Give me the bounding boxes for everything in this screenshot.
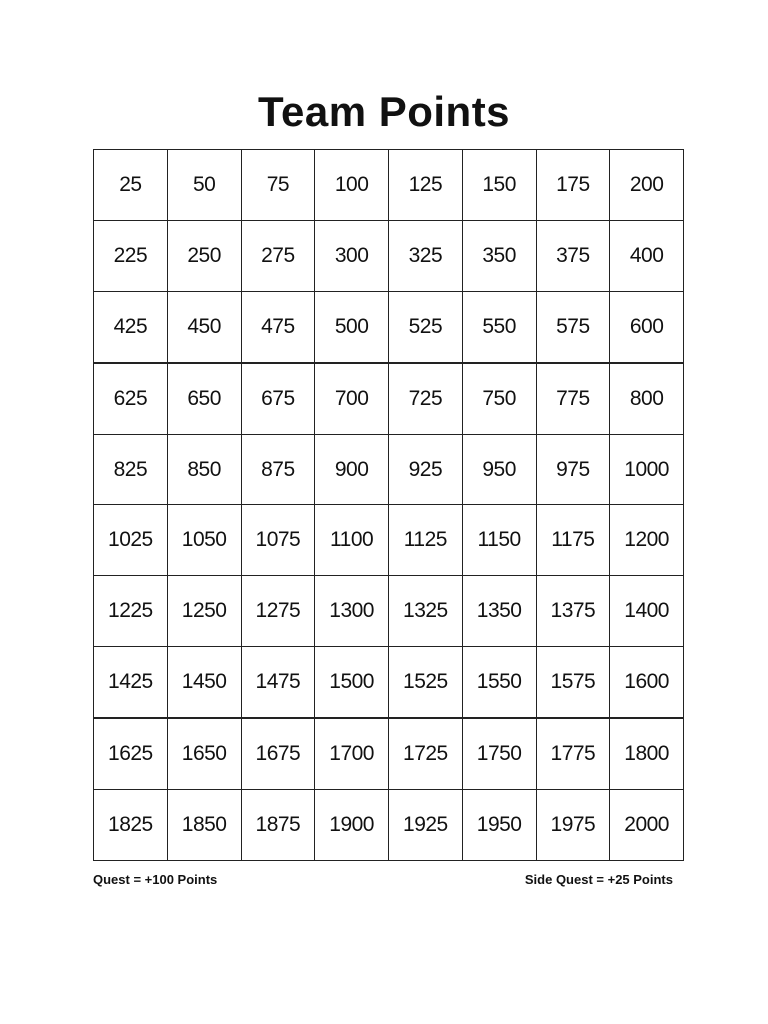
grid-cell: 1425	[94, 647, 168, 718]
grid-cell: 775	[536, 363, 610, 434]
grid-row	[94, 291, 684, 362]
grid-cell: 1675	[241, 718, 315, 789]
grid-cell: 375	[536, 220, 610, 291]
grid-cell: 1950	[462, 790, 536, 861]
grid-row	[94, 505, 684, 576]
grid-cell: 625	[94, 363, 168, 434]
grid-cell: 125	[389, 150, 463, 221]
grid-cell: 175	[536, 150, 610, 221]
grid-cell: 100	[315, 150, 389, 221]
grid-cell: 1650	[167, 718, 241, 789]
grid-cell: 875	[241, 434, 315, 505]
grid-cell: 1575	[536, 647, 610, 718]
grid-cell: 425	[94, 291, 168, 362]
grid-cell: 1750	[462, 718, 536, 789]
page-title: Team Points	[257, 88, 511, 135]
quest-points-note: Quest = +100 Points	[93, 872, 218, 887]
grid-cell: 1525	[389, 647, 463, 718]
grid-cell: 1975	[536, 790, 610, 861]
grid-cell: 1300	[315, 576, 389, 647]
grid-cell: 75	[241, 150, 315, 221]
grid-cell: 1475	[241, 647, 315, 718]
grid-cell: 850	[167, 434, 241, 505]
grid-cell: 1125	[389, 505, 463, 576]
grid-cell: 1600	[610, 647, 684, 718]
grid-cell: 600	[610, 291, 684, 362]
grid-cell: 2000	[610, 790, 684, 861]
grid-cell: 975	[536, 434, 610, 505]
grid-row	[94, 363, 684, 434]
grid-cell: 925	[389, 434, 463, 505]
grid-row	[94, 647, 684, 718]
side-quest-points-note: Side Quest = +25 Points	[524, 872, 673, 887]
grid-cell: 1175	[536, 505, 610, 576]
grid-cell: 1325	[389, 576, 463, 647]
grid-cell: 575	[536, 291, 610, 362]
grid-cell: 1725	[389, 718, 463, 789]
grid-cell: 1350	[462, 576, 536, 647]
grid-cell: 1050	[167, 505, 241, 576]
grid-cell: 200	[610, 150, 684, 221]
grid-cell: 1400	[610, 576, 684, 647]
grid-cell: 1025	[94, 505, 168, 576]
grid-cell: 1850	[167, 790, 241, 861]
grid-cell: 525	[389, 291, 463, 362]
grid-cell: 825	[94, 434, 168, 505]
grid-cell: 1550	[462, 647, 536, 718]
grid-cell: 950	[462, 434, 536, 505]
grid-cell: 1000	[610, 434, 684, 505]
grid-cell: 1100	[315, 505, 389, 576]
grid-cell: 1250	[167, 576, 241, 647]
grid-cell: 650	[167, 363, 241, 434]
grid-cell: 400	[610, 220, 684, 291]
grid-cell: 1825	[94, 790, 168, 861]
grid-cell: 1775	[536, 718, 610, 789]
grid-row	[94, 718, 684, 789]
grid-cell: 25	[94, 150, 168, 221]
grid-cell: 250	[167, 220, 241, 291]
grid-cell: 350	[462, 220, 536, 291]
grid-cell: 225	[94, 220, 168, 291]
grid-cell: 800	[610, 363, 684, 434]
grid-row	[94, 576, 684, 647]
grid-row	[94, 220, 684, 291]
grid-cell: 1225	[94, 576, 168, 647]
grid-cell: 1150	[462, 505, 536, 576]
grid-cell: 1900	[315, 790, 389, 861]
grid-cell: 700	[315, 363, 389, 434]
grid-cell: 550	[462, 291, 536, 362]
grid-cell: 1375	[536, 576, 610, 647]
grid-cell: 500	[315, 291, 389, 362]
grid-cell: 1925	[389, 790, 463, 861]
grid-cell: 1875	[241, 790, 315, 861]
grid-cell: 750	[462, 363, 536, 434]
grid-cell: 675	[241, 363, 315, 434]
grid-cell: 1200	[610, 505, 684, 576]
grid-cell: 275	[241, 220, 315, 291]
grid-cell: 300	[315, 220, 389, 291]
points-grid	[93, 149, 684, 861]
grid-cell: 1450	[167, 647, 241, 718]
grid-cell: 725	[389, 363, 463, 434]
grid-row	[94, 150, 684, 221]
grid-cell: 1800	[610, 718, 684, 789]
grid-cell: 1700	[315, 718, 389, 789]
grid-cell: 475	[241, 291, 315, 362]
grid-cell: 325	[389, 220, 463, 291]
grid-cell: 450	[167, 291, 241, 362]
grid-cell: 50	[167, 150, 241, 221]
grid-cell: 900	[315, 434, 389, 505]
grid-cell: 150	[462, 150, 536, 221]
grid-cell: 1625	[94, 718, 168, 789]
grid-cell: 1500	[315, 647, 389, 718]
grid-row	[94, 790, 684, 861]
grid-row	[94, 434, 684, 505]
grid-cell: 1075	[241, 505, 315, 576]
grid-cell: 1275	[241, 576, 315, 647]
